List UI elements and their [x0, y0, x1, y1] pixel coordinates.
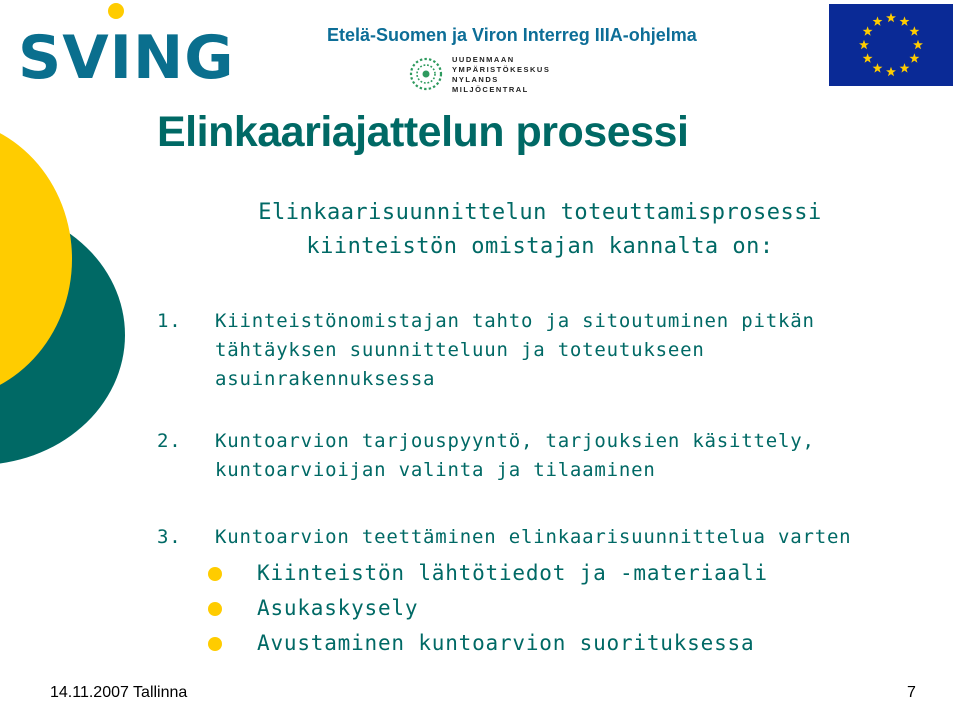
footer-date-place: 14.11.2007 Tallinna [50, 684, 188, 701]
page-number: 7 [907, 684, 916, 701]
bullet-text: Asukaskysely [257, 596, 419, 620]
subtitle-line: Elinkaarisuunnittelun toteuttamisprosessi [258, 200, 822, 225]
item-number: 1. [157, 310, 182, 332]
bullet-text: Kiinteistön lähtötiedot ja -materiaali [257, 561, 768, 585]
item-number: 2. [157, 430, 182, 452]
item-text-line: kuntoarvioijan valinta ja tilaaminen [215, 459, 656, 481]
item-text-line: Kiinteistönomistajan tahto ja sitoutuminen pitkän [215, 310, 815, 332]
item-text-line: Kuntoarvion tarjouspyyntö, tarjouksien käsittely, [215, 430, 815, 452]
item-number: 3. [157, 526, 182, 548]
bullet-dot-icon [208, 637, 222, 651]
item-text-line: tähtäyksen suunnitteluun ja toteutukseen [215, 339, 705, 361]
item-text-line: Kuntoarvion teettäminen elinkaarisuunnittelua varten [215, 526, 852, 548]
ymparistokeskus-logo-icon [408, 56, 444, 92]
bullet-dot-icon [208, 567, 222, 581]
partner-logo-line: NYLANDS [452, 75, 499, 84]
eu-flag-icon [829, 4, 953, 86]
item-text-line: asuinrakennuksessa [215, 368, 436, 390]
subtitle-line: kiinteistön omistajan kannalta on: [306, 234, 774, 259]
partner-logo-line: UUDENMAAN [452, 55, 515, 64]
slide-title: Elinkaariajattelun prosessi [157, 108, 689, 156]
partner-logo-line: YMPÄRISTÖKESKUS [452, 65, 551, 74]
partner-logo-line: MILJÖCENTRAL [452, 85, 529, 94]
bullet-text: Avustaminen kuntoarvion suorituksessa [257, 631, 755, 655]
program-title: Etelä-Suomen ja Viron Interreg IIIA-ohjelma [327, 25, 697, 45]
sving-logo: SVING [18, 23, 235, 93]
bullet-dot-icon [208, 602, 222, 616]
slide-subtitle [200, 196, 880, 264]
ymparistokeskus-logo-text [452, 55, 550, 95]
